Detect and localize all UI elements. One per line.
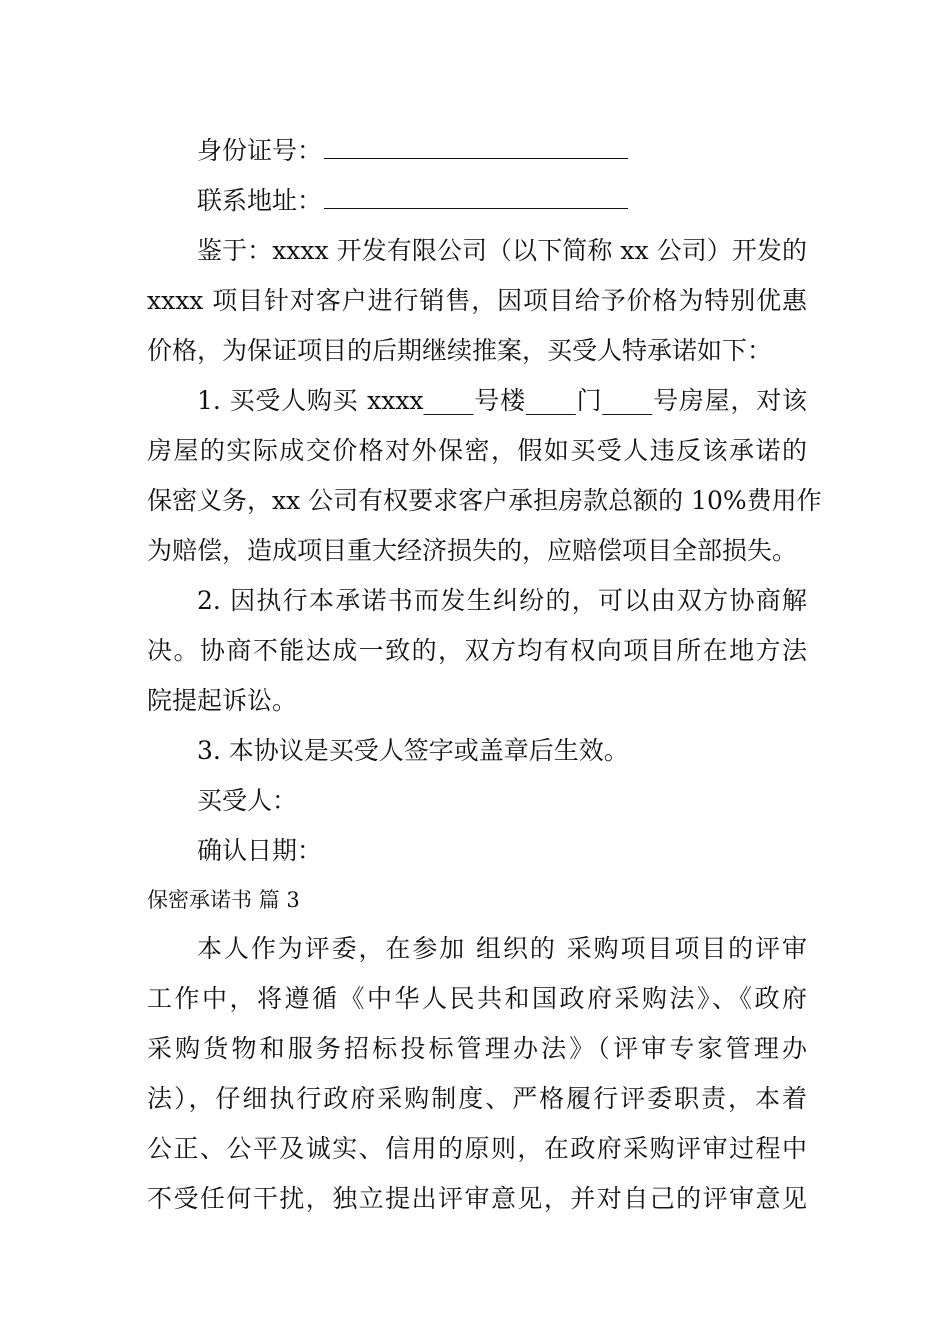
- id-number-label: 身份证号：: [197, 136, 323, 165]
- section-heading: 保密承诺书 篇 3: [147, 888, 300, 912]
- item2-line: 决。协商不能达成一致的，双方均有权向项目所在地方法: [147, 636, 807, 665]
- section3-body-line: 法），仔细执行政府采购制度、严格履行评委职责，本着: [147, 1084, 807, 1113]
- item1-line: 1. 买受人购买 xxxx____号楼____门____号房屋，对该: [197, 386, 807, 415]
- section3-body-line: 工作中，将遵循《中华人民共和国政府采购法》、《政府: [147, 984, 807, 1013]
- address-blank: [324, 188, 628, 209]
- section3-body-line: 不受任何干扰，独立提出评审意见，并对自己的评审意见: [147, 1184, 807, 1213]
- item1-line: 为赔偿，造成项目重大经济损失的，应赔偿项目全部损失。: [147, 536, 798, 565]
- id-number-blank: [324, 138, 628, 159]
- intro-line: 鉴于：xxxx 开发有限公司（以下简称 xx 公司）开发的: [197, 236, 807, 265]
- section3-body-line: 本人作为评委，在参加 组织的 采购项目项目的评审: [197, 934, 807, 963]
- intro-line: xxxx 项目针对客户进行销售，因项目给予价格为特别优惠: [147, 286, 807, 315]
- address-field: [197, 186, 807, 216]
- section3-body-line: 公正、公平及诚实、信用的原则，在政府采购评审过程中: [147, 1134, 807, 1163]
- item1-line: 保密义务，xx 公司有权要求客户承担房款总额的 10%费用作: [147, 486, 822, 515]
- buyer-label: 买受人：: [197, 786, 298, 815]
- item2-line: 院提起诉讼。: [147, 686, 298, 715]
- section3-body-line: 采购货物和服务招标投标管理办法》（评审专家管理办: [147, 1034, 807, 1063]
- confirm-date-label: 确认日期：: [197, 836, 323, 865]
- intro-line: 价格，为保证项目的后期继续推案，买受人特承诺如下：: [147, 336, 773, 365]
- id-number-field: [197, 136, 807, 166]
- address-label: 联系地址：: [197, 186, 323, 215]
- item1-line: 房屋的实际成交价格对外保密，假如买受人违反该承诺的: [147, 436, 807, 465]
- item2-line: 2. 因执行本承诺书而发生纠纷的，可以由双方协商解: [197, 586, 807, 615]
- item3-line: 3. 本协议是买受人签字或盖章后生效。: [197, 736, 629, 765]
